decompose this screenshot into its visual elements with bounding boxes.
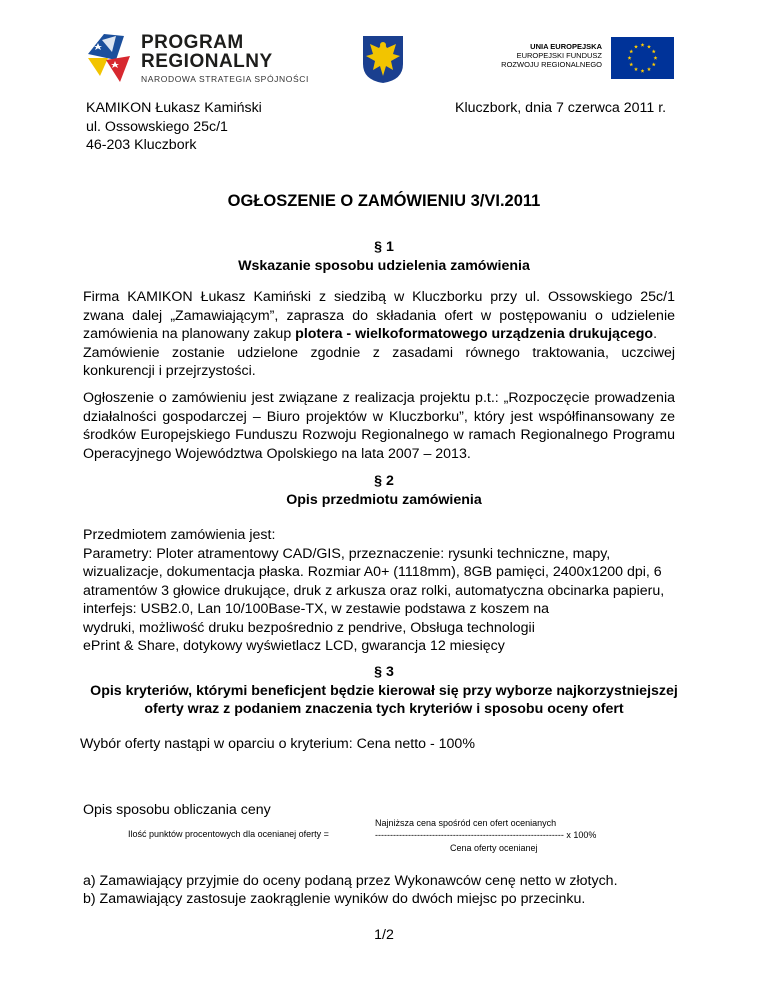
s2-line: Przedmiotem zamówienia jest: (83, 527, 276, 543)
document-title: OGŁOSZENIE O ZAMÓWIENIU 3/VI.2011 (227, 192, 541, 210)
formula-denominator: Cena oferty ocenianej (450, 843, 538, 853)
s2-line: Parametry: Ploter atramentowy CAD/GIS, przeznaczenie: rysunki techniczne, mapy, (83, 545, 611, 562)
section3-number: § 3 (374, 664, 394, 680)
criterion-text: Wybór oferty nastąpi w oparciu o kryterium: Cena netto - 100% (80, 736, 475, 752)
formula-numerator: Najniższa cena spośród cen ofert ocenianych (375, 818, 557, 828)
section1-paragraph2: Ogłoszenie o zamówieniu jest związane z realizacja projektu p.t.: „Rozpoczęcie prowadzenia działalności gospodarczej – Biuro projektów w Kluczborku”, który jest współfinansowany ze środków Europejskiego Funduszu Rozwoju Regionalnego w ramach Regionalnego Programu Operacyjnego Województwa Opolskiego na lata 2007 – 2013. (83, 390, 675, 462)
sender-city: 46-203 Kluczbork (86, 137, 197, 153)
section2-number: § 2 (374, 473, 394, 489)
rule-a: a) Zamawiający przyjmie do oceny podaną przez Wykonawców cenę netto w złotych. (83, 873, 618, 889)
eagle-coat-of-arms-icon (360, 34, 406, 84)
place-date: Kluczbork, dnia 7 czerwca 2011 r. (455, 100, 667, 116)
section1-paragraph1 (83, 288, 675, 381)
s2-line: atramentów 3 głowice drukujące, druk z arkusza oraz rolki, automatyczna obcinarka papieru, (83, 582, 665, 599)
program-title-line1: PROGRAM (141, 32, 244, 53)
page-number: 1/2 (374, 927, 394, 943)
p1-text: Firma KAMIKON Łukasz Kamiński z siedzibą w Kluczborku przy ul. Ossowskiego 25c/1 zwana dalej „Zamawiającym”, zaprasza do składania ofert w postępowaniu o udzielenie zamówienia na planowany zakup (83, 289, 675, 342)
program-subtitle: NARODOWA STRATEGIA SPÓJNOŚCI (141, 74, 309, 84)
s2-line: ePrint & Share, dotykowy wyświetlacz LCD, gwarancja 12 miesięcy (83, 638, 505, 654)
eu-line2: EUROPEJSKI FUNDUSZ (516, 51, 602, 60)
sender-name: KAMIKON Łukasz Kamiński (86, 100, 262, 116)
section1-heading: Wskazanie sposobu udzielenia zamówienia (238, 258, 530, 274)
s2-line: interfejs: USB2.0, Lan 10/100Base-TX, w zestawie podstawa z koszem na (83, 601, 550, 617)
section2-heading: Opis przedmiotu zamówienia (286, 492, 482, 508)
s2-line: wizualizacje, dokumentacja płaska. Rozmiar A0+ (1118mm), 8GB pamięci, 2400x1200 dpi, 6 (83, 564, 662, 580)
s2-line: wydruki, możliwość druku bezpośrednio z pendrive, Obsługa technologii (83, 619, 535, 636)
eu-line1: UNIA EUROPEJSKA (530, 42, 602, 51)
p1-bold-item: plotera - wielkoformatowego urządzenia drukującego (295, 326, 654, 342)
formula-fraction-line: --------------------------------------------------------------- x 100% (375, 830, 597, 840)
rule-b: b) Zamawiający zastosuje zaokrąglenie wyników do dwóch miejsc po przecinku. (83, 891, 586, 907)
sender-street: ul. Ossowskiego 25c/1 (86, 118, 228, 135)
section2-body (83, 526, 683, 656)
calc-heading: Opis sposobu obliczania ceny (83, 802, 271, 818)
program-title-line2: REGIONALNY (141, 51, 273, 72)
eu-fund-label (480, 42, 602, 69)
eu-flag-icon (611, 37, 674, 79)
eu-line3: ROZWOJU REGIONALNEGO (501, 60, 602, 69)
sender-address (86, 99, 262, 155)
section1-number: § 1 (374, 239, 394, 255)
formula-label: Ilość punktów procentowych dla ocenianej oferty = (128, 829, 329, 839)
section3-heading-line1: Opis kryteriów, którymi beneficjent będzie kierował się przy wyborze najkorzystniejszej (90, 683, 678, 699)
p2-text: Zamówienie zostanie udzielone zgodnie z zasadami równego traktowania, uczciwej konkurencji i przejrzystości. (83, 344, 675, 379)
section3-heading-line2: oferty wraz z podaniem znaczenia tych kryteriów i sposobu oceny ofert (144, 701, 624, 717)
p1-end: . (653, 326, 658, 342)
